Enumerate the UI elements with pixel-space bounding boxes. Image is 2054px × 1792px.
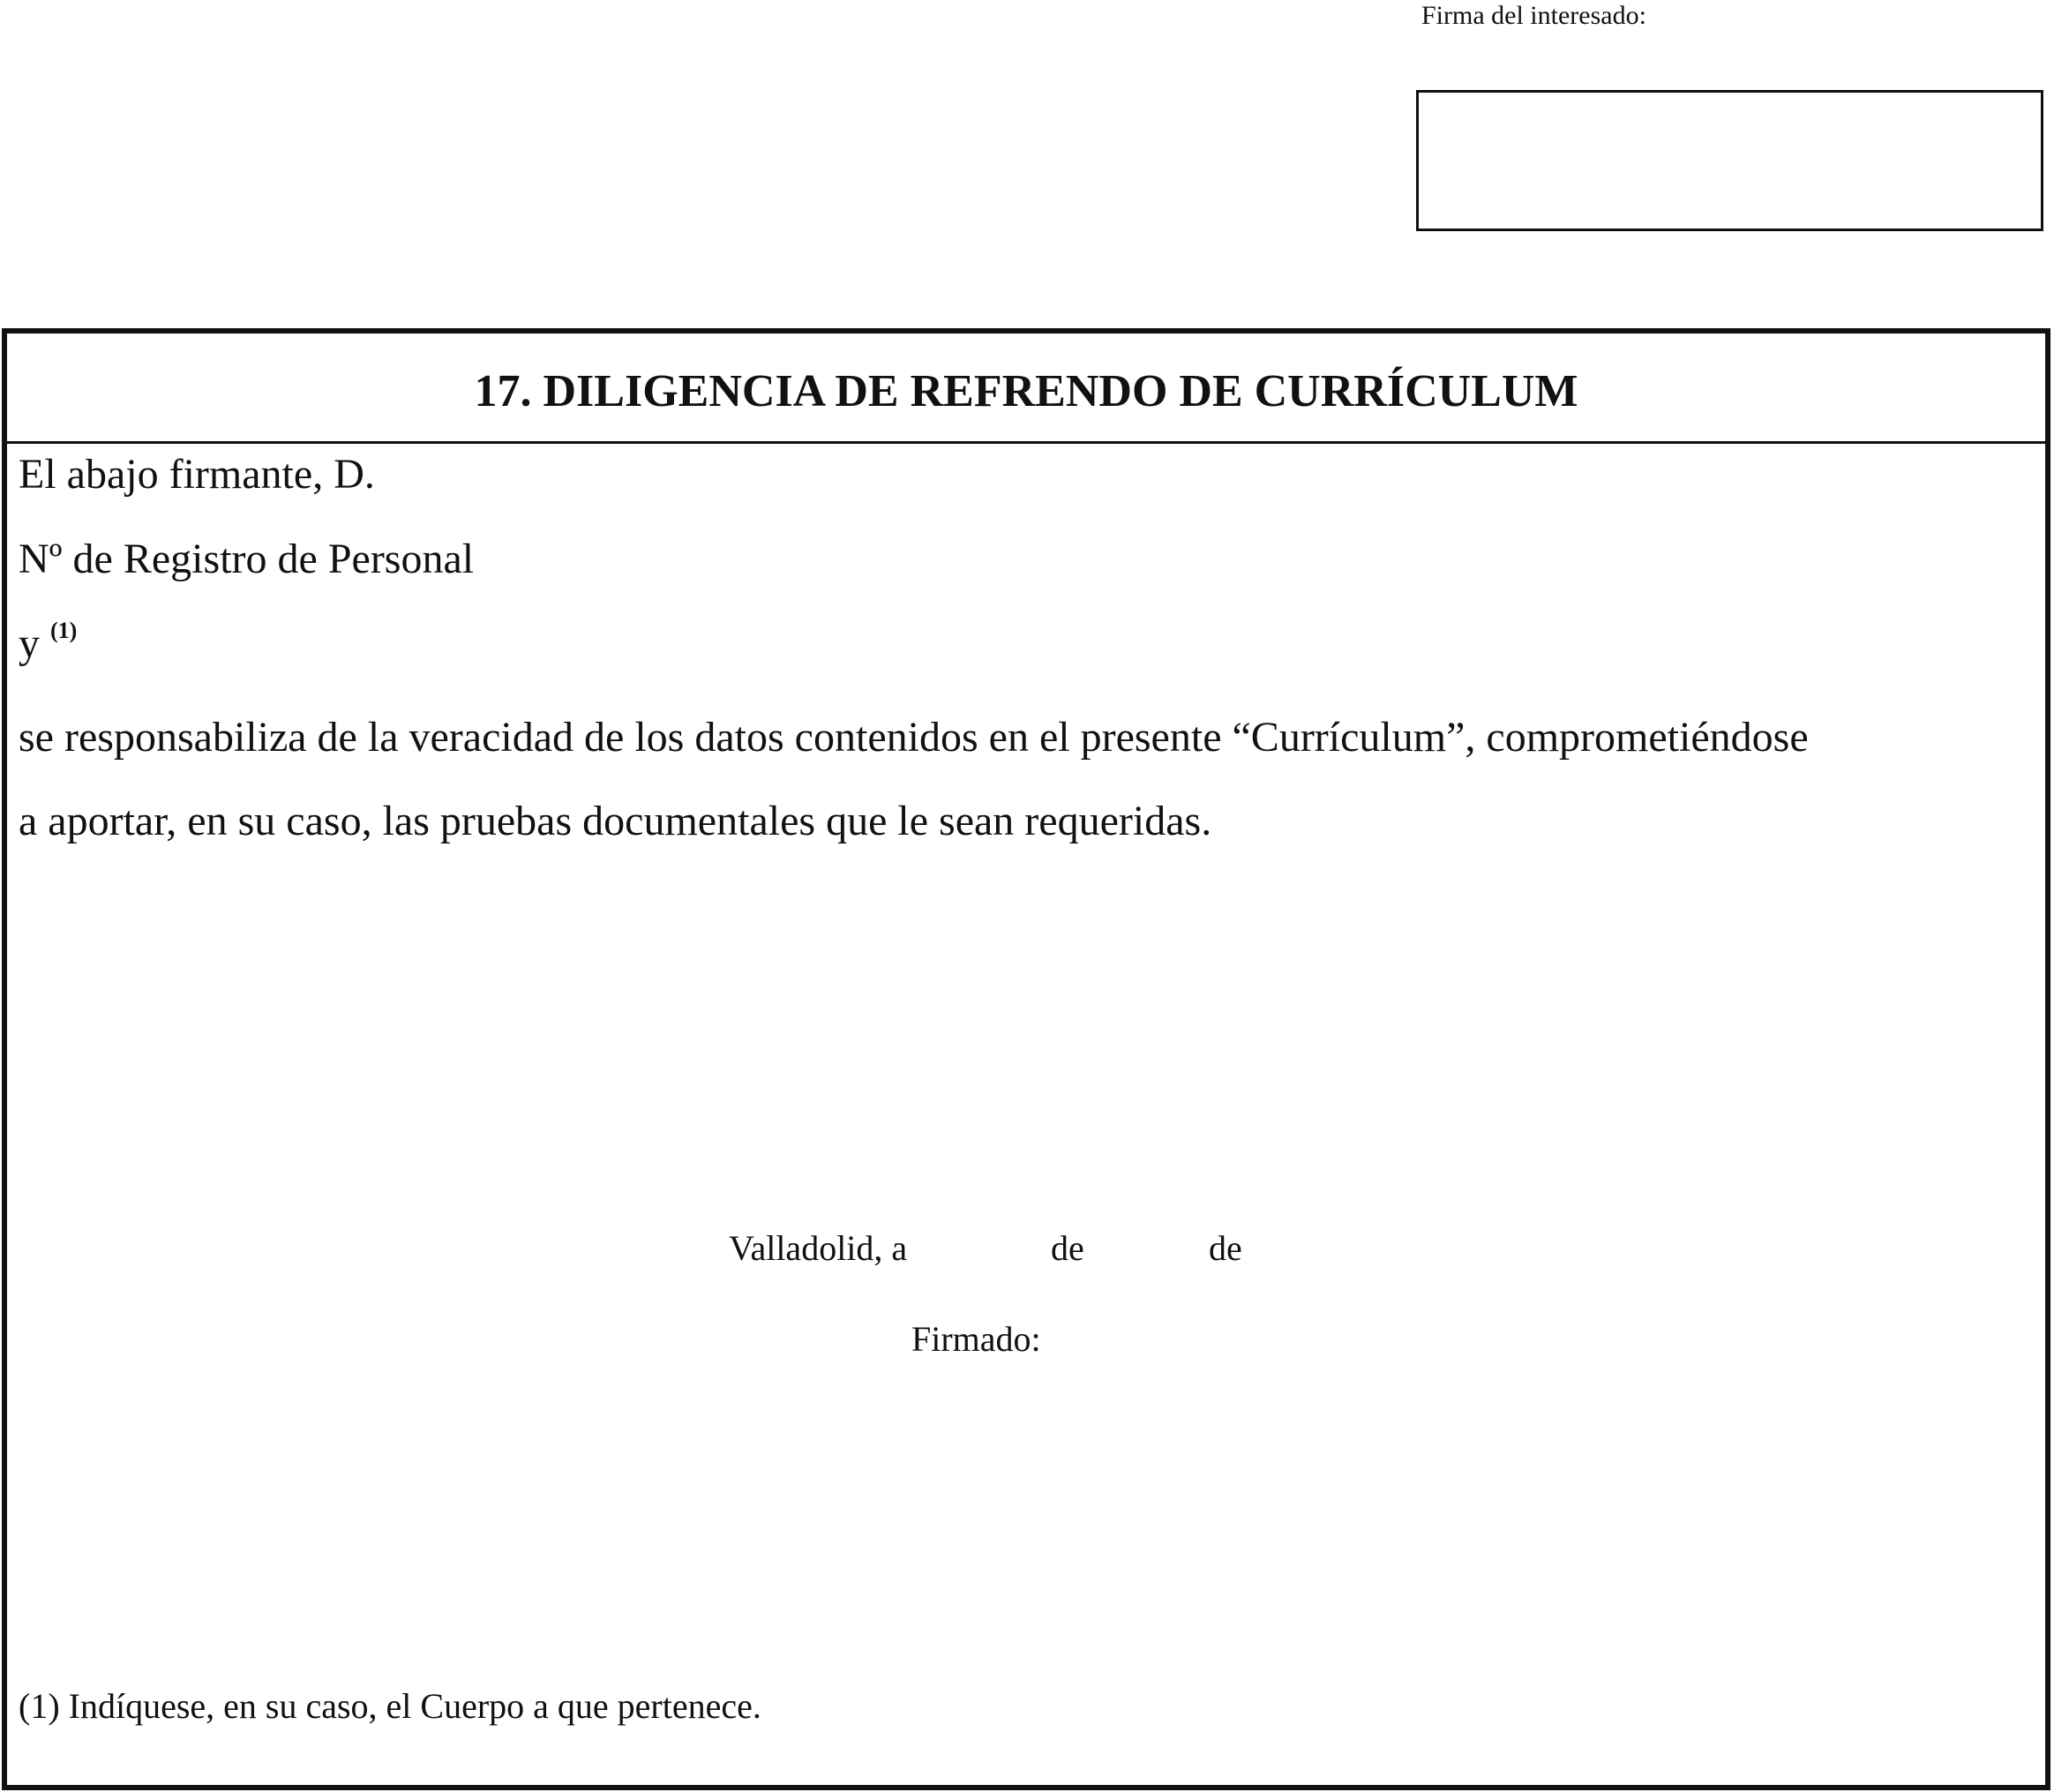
footnote: (1) Indíquese, en su caso, el Cuerpo a que pertenece.	[19, 1686, 761, 1726]
date-de-label-2: de	[1209, 1228, 1242, 1268]
declaration-line-1: se responsabiliza de la veracidad de los datos contenidos en el presente “Currículum”, comprometiéndose	[19, 714, 1809, 761]
corps-line	[19, 619, 77, 669]
declaration-paragraph	[19, 695, 2048, 863]
registry-number-label: Nº de Registro de Personal	[19, 536, 475, 582]
declaration-line-2: a aportar, en su caso, las pruebas documentales que le sean requeridas.	[19, 798, 1212, 844]
signature-box[interactable]	[1416, 90, 2043, 231]
form-header	[7, 334, 2045, 444]
corps-footnote-marker: (1)	[50, 618, 78, 643]
place-label: Valladolid, a	[729, 1228, 908, 1268]
date-de-label-1: de	[1051, 1228, 1084, 1268]
corps-label: y	[19, 620, 40, 667]
signer-label: El abajo firmante, D.	[19, 451, 375, 498]
signed-label: Firmado:	[911, 1319, 1041, 1359]
form-title: 17. DILIGENCIA DE REFRENDO DE CURRÍCULUM	[474, 366, 1578, 416]
curriculum-endorsement-form	[2, 328, 2050, 1790]
signature-label: Firma del interesado:	[1421, 1, 1646, 30]
